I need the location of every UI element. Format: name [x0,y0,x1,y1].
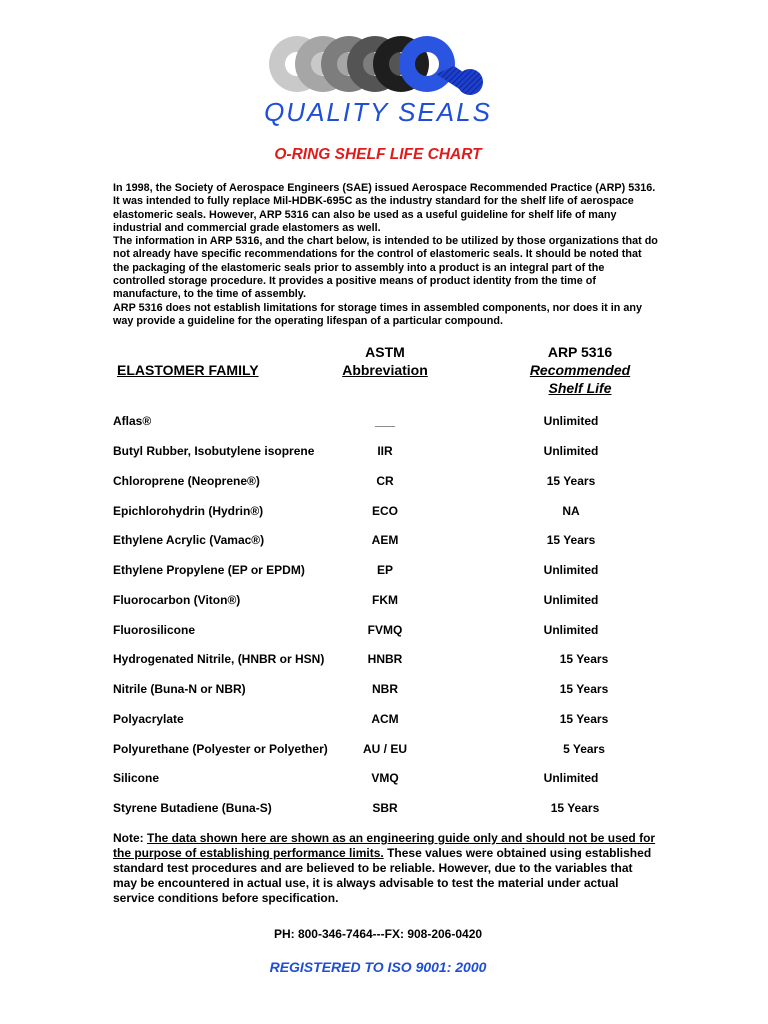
row-elastomer: Butyl Rubber, Isobutylene isoprene [113,444,315,458]
header-arp-line2: Recommended [529,362,631,378]
row-shelf-life: Unlimited [543,593,599,607]
row-abbreviation: AEM [371,533,399,547]
table-row [0,593,768,609]
row-abbreviation: FKM [372,593,398,607]
row-elastomer: Fluorosilicone [113,623,196,637]
header-astm [330,343,440,379]
note-underlined-text: The data shown here are shown as an engineering guide only and should not be used for the purpose of establishing performance limits. [113,831,656,860]
intro-paragraph-1: In 1998, the Society of Aerospace Engineers (SAE) issued Aerospace Recommended Practice (ARP) 5316. It was intended to fully replace Mil-HDBK-695C as the industry standard for the shelf life of aerospace elastomeric seals. However, ARP 5316 can also be used as a useful guideline for shelf life of many industrial and commercial grade elastomers as well. [113,182,656,234]
header-elastomer-family: ELASTOMER FAMILY [117,362,259,378]
header-arp-line1: ARP 5316 [547,344,613,360]
brand-name: QUALITY SEALS [264,97,492,127]
table-row [0,414,768,430]
row-elastomer: Chloroprene (Neoprene®) [113,474,260,488]
row-abbreviation: HNBR [367,652,403,666]
row-shelf-life: 15 Years [559,652,609,666]
row-abbreviation: CR [376,474,394,488]
logo-graphic [268,30,494,100]
row-abbreviation: EP [376,563,393,577]
page-title: O-RING SHELF LIFE CHART [274,146,482,163]
row-shelf-life: Unlimited [543,563,599,577]
row-elastomer: Ethylene Propylene (EP or EPDM) [113,563,305,577]
header-arp [510,343,650,397]
row-elastomer: Silicone [113,771,160,785]
row-elastomer: Aflas® [113,414,152,428]
disclaimer-note [113,831,658,906]
table-row [0,444,768,460]
row-shelf-life: 5 Years [563,742,605,756]
row-elastomer: Styrene Butadiene (Buna-S) [113,801,272,815]
header-arp-line3: Shelf Life [548,380,612,396]
row-abbreviation: FVMQ [367,623,403,637]
row-shelf-life: 15 Years [559,712,609,726]
row-abbreviation: ECO [371,504,398,518]
table-row [0,533,768,549]
table-row [0,652,768,668]
intro-paragraph-2: The information in ARP 5316, and the chart below, is intended to be utilized by those organizations that do not already have specific recommendations for the control of elastomeric seals. It should be noted that the packaging of the elastomeric seals prior to assembly into a product is an integral part of the controlled storage procedure. It provides a positive means of product identity from the time of manufacture, to the time of assembly. [113,235,658,301]
table-row [0,712,768,728]
row-elastomer: Ethylene Acrylic (Vamac®) [113,533,265,547]
row-shelf-life: Unlimited [543,414,599,428]
row-elastomer: Epichlorohydrin (Hydrin®) [113,504,264,518]
table-row [0,742,768,758]
row-shelf-life: 15 Years [550,801,600,815]
intro-text [113,182,658,328]
row-shelf-life: Unlimited [543,444,599,458]
row-abbreviation: NBR [372,682,398,696]
row-shelf-life: 15 Years [546,533,596,547]
header-astm-line2: Abbreviation [342,362,428,378]
row-abbreviation: AU / EU [362,742,407,756]
table-row [0,801,768,817]
row-abbreviation: ___ [374,414,396,428]
iso-registration: REGISTERED TO ISO 9001: 2000 [269,959,487,975]
table-row [0,504,768,520]
table-row [0,563,768,579]
row-shelf-life: Unlimited [543,771,599,785]
phone-fax: PH: 800-346-7464---FX: 908-206-0420 [273,927,483,941]
row-shelf-life: NA [562,504,580,518]
row-elastomer: Hydrogenated Nitrile, (HNBR or HSN) [113,652,325,666]
header-astm-line1: ASTM [365,344,405,360]
row-shelf-life: Unlimited [543,623,599,637]
row-elastomer: Polyacrylate [113,712,184,726]
row-elastomer: Polyurethane (Polyester or Polyether) [113,742,328,756]
table-row [0,474,768,490]
row-abbreviation: SBR [372,801,398,815]
table-row [0,682,768,698]
row-abbreviation: VMQ [371,771,399,785]
row-shelf-life: 15 Years [546,474,596,488]
row-abbreviation: IIR [377,444,393,458]
row-abbreviation: ACM [371,712,399,726]
row-elastomer: Fluorocarbon (Viton®) [113,593,241,607]
intro-paragraph-3: ARP 5316 does not establish limitations for storage times in assembled components, nor does it in any way provide a guideline for the operating lifespan of a particular compound. [113,301,642,327]
row-shelf-life: 15 Years [559,682,609,696]
table-row [0,771,768,787]
note-label: Note: [113,831,144,845]
note-rest-text: These values were obtained using established standard test procedures and are believed to be reliable. However, due to the variables that may be encountered in actual use, it is always advisable to test the material under actual service conditions before specification. [113,846,652,905]
table-row [0,623,768,639]
row-elastomer: Nitrile (Buna-N or NBR) [113,682,246,696]
